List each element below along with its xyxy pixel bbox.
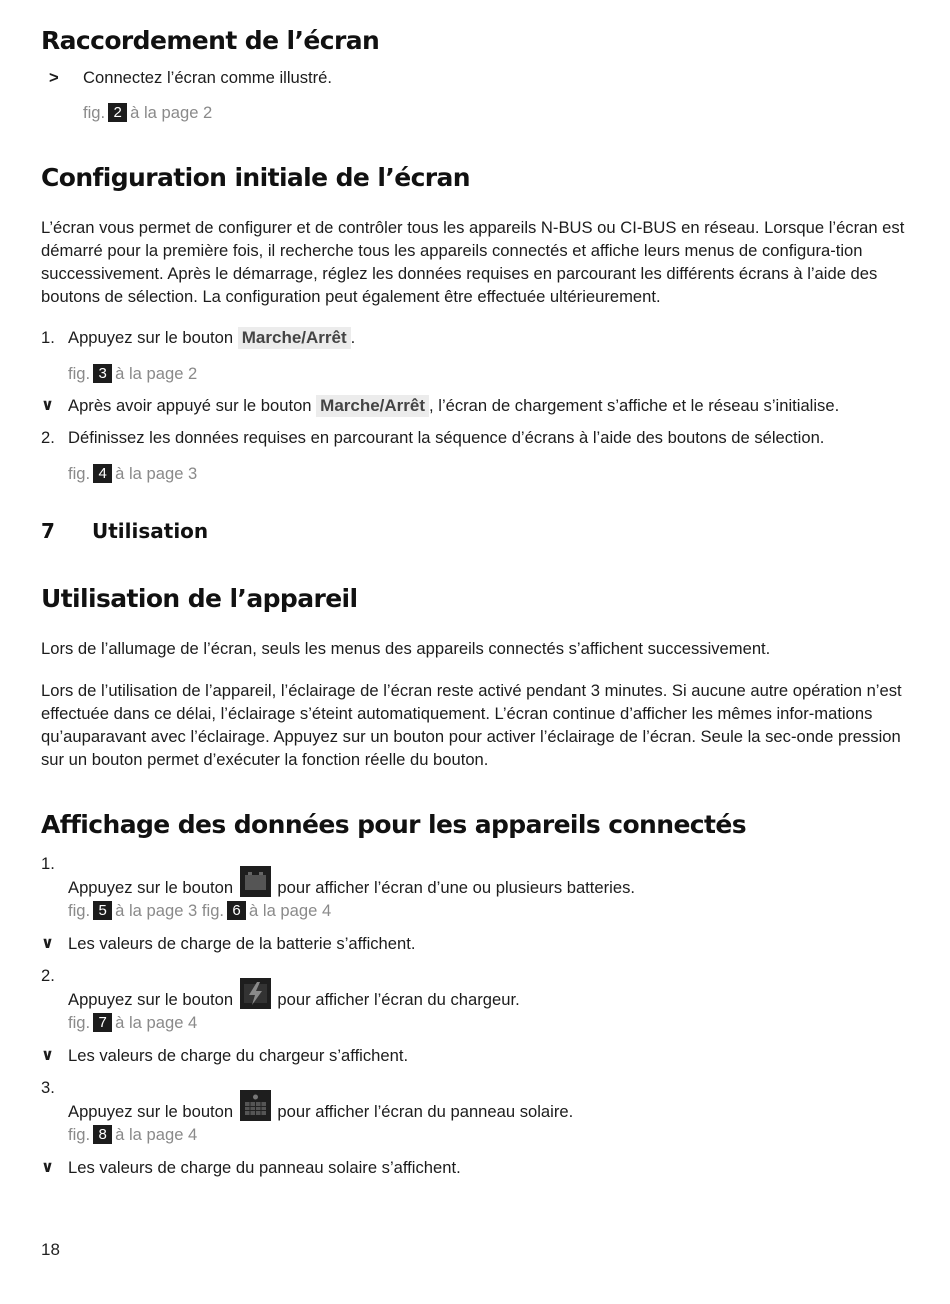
result-text-end: , l’écran de chargement s’affiche et le réseau s’initialise. — [429, 396, 840, 415]
fig-page-number: 4 — [188, 1013, 198, 1032]
step-number: 2. — [41, 428, 55, 447]
affichage-step-1 — [41, 853, 911, 897]
fig-number-badge: 6 — [227, 901, 246, 920]
result-text: Après avoir appuyé sur le bouton — [68, 396, 312, 415]
chapter-title: Utilisation — [92, 519, 209, 543]
fig-label: fig. — [68, 1125, 91, 1144]
fig-page-label: à la page — [130, 103, 199, 122]
section-title-raccordement: Raccordement de l’écran — [41, 26, 380, 55]
fig-page-label: à la page — [115, 464, 184, 483]
step-number: 1. — [41, 328, 55, 347]
result-chevron-icon: ∨ — [41, 935, 54, 952]
step-text: Appuyez sur le bouton — [68, 328, 234, 347]
step-text-end: pour afficher l’écran du chargeur. — [277, 990, 520, 1009]
solar-panel-icon — [240, 1090, 271, 1121]
config-intro-paragraph: L’écran vous permet de configurer et de contrôler tous les appareils N-BUS ou CI-BUS en réseau. Lorsque l’écran est démarré pour la première fois, il recherche tous les appareils connectés et affiche leurs menus de configura-tion successivement. Après le démarrage, réglez les données requises en parcourant les différents écrans à l’aide des boutons de sélection. La configuration peut également être effectuée ultérieurement. — [41, 218, 905, 306]
fig-number-badge: 2 — [108, 103, 127, 122]
fig-page-label: à la page — [115, 364, 184, 383]
fig-label: fig. — [83, 103, 106, 122]
fig-label: fig. — [68, 464, 91, 483]
page-number: 18 — [41, 1240, 60, 1259]
fig-page-label: à la page — [249, 901, 318, 920]
fig-page-number: 2 — [203, 103, 213, 122]
fig-number-badge: 8 — [93, 1125, 112, 1144]
figure-ref-2[interactable] — [83, 102, 212, 124]
figure-ref-7[interactable] — [68, 1012, 197, 1034]
fig-page-label: à la page — [115, 901, 184, 920]
result-chevron-icon: ∨ — [41, 397, 54, 414]
figure-ref-5-6[interactable] — [68, 900, 331, 922]
result-text: Les valeurs de charge du chargeur s’affichent. — [68, 1046, 409, 1065]
affichage-step-3 — [41, 1077, 911, 1121]
fig-label: fig. — [68, 364, 91, 383]
result-chevron-icon: ∨ — [41, 1047, 54, 1064]
fig-page-number: 4 — [188, 1125, 198, 1144]
fig-page-label: à la page — [115, 1125, 184, 1144]
step-text: Appuyez sur le bouton — [68, 1102, 234, 1121]
utilisation-paragraph-2: Lors de l’utilisation de l’appareil, l’éclairage de l’écran reste activé pendant 3 minutes. Si aucune autre opération n’est effectuée dans ce délai, l’éclairage s’éteint automatiquement. L’écran continue d’afficher les mêmes infor-mations qu’auparavant avec l’éclairage. Appuyez sur un bouton pour activer l’éclairage de l’écran. Seule la sec-onde pression sur un bouton permet d’exécuter la fonction réelle du bouton. — [41, 681, 902, 769]
step-end: . — [350, 328, 356, 347]
figure-ref-8[interactable] — [68, 1124, 197, 1146]
marche-arret-button-label: Marche/Arrêt — [238, 327, 351, 349]
fig-number-badge: 5 — [93, 901, 112, 920]
step-number: 2. — [41, 966, 55, 985]
figure-ref-4[interactable] — [68, 463, 197, 485]
result-text: Les valeurs de charge de la batterie s’affichent. — [68, 934, 416, 953]
instruction-marker: > — [49, 68, 59, 87]
fig-page-number: 2 — [188, 364, 198, 383]
result-text: Les valeurs de charge du panneau solaire s’affichent. — [68, 1158, 461, 1177]
battery-icon — [240, 866, 271, 897]
result-chevron-icon: ∨ — [41, 1159, 54, 1176]
step-text-end: pour afficher l’écran d’une ou plusieurs batteries. — [277, 878, 635, 897]
step-text: Définissez les données requises en parcourant la séquence d’écrans à l’aide des boutons de sélection. — [68, 428, 825, 447]
section-title-configuration: Configuration initiale de l’écran — [41, 163, 471, 192]
fig-label: fig. — [68, 901, 91, 920]
instruction-text: Connectez l’écran comme illustré. — [83, 68, 333, 87]
fig-label: fig. — [201, 901, 225, 920]
fig-number-badge: 3 — [93, 364, 112, 383]
section-title-affichage: Affichage des données pour les appareils connectés — [41, 810, 747, 839]
marche-arret-button-label: Marche/Arrêt — [316, 395, 429, 417]
step-number: 1. — [41, 854, 55, 873]
charger-icon — [240, 978, 271, 1009]
fig-page-number: 4 — [321, 901, 332, 920]
step-text: Appuyez sur le bouton — [68, 990, 234, 1009]
chapter-heading — [41, 519, 208, 543]
fig-number-badge: 7 — [93, 1013, 112, 1032]
step-number: 3. — [41, 1078, 55, 1097]
affichage-step-2 — [41, 965, 911, 1009]
fig-label: fig. — [68, 1013, 91, 1032]
chapter-number: 7 — [41, 519, 55, 543]
fig-number-badge: 4 — [93, 464, 112, 483]
utilisation-paragraph-1: Lors de l’allumage de l’écran, seuls les menus des appareils connectés s’affichent successivement. — [41, 639, 771, 658]
step-text: Appuyez sur le bouton — [68, 878, 234, 897]
fig-page-label: à la page — [115, 1013, 184, 1032]
fig-page-number: 3 — [188, 464, 198, 483]
figure-ref-3[interactable] — [68, 363, 197, 385]
fig-page-number: 3 — [188, 901, 198, 920]
section-title-utilisation: Utilisation de l’appareil — [41, 584, 358, 613]
step-text-end: pour afficher l’écran du panneau solaire. — [277, 1102, 574, 1121]
